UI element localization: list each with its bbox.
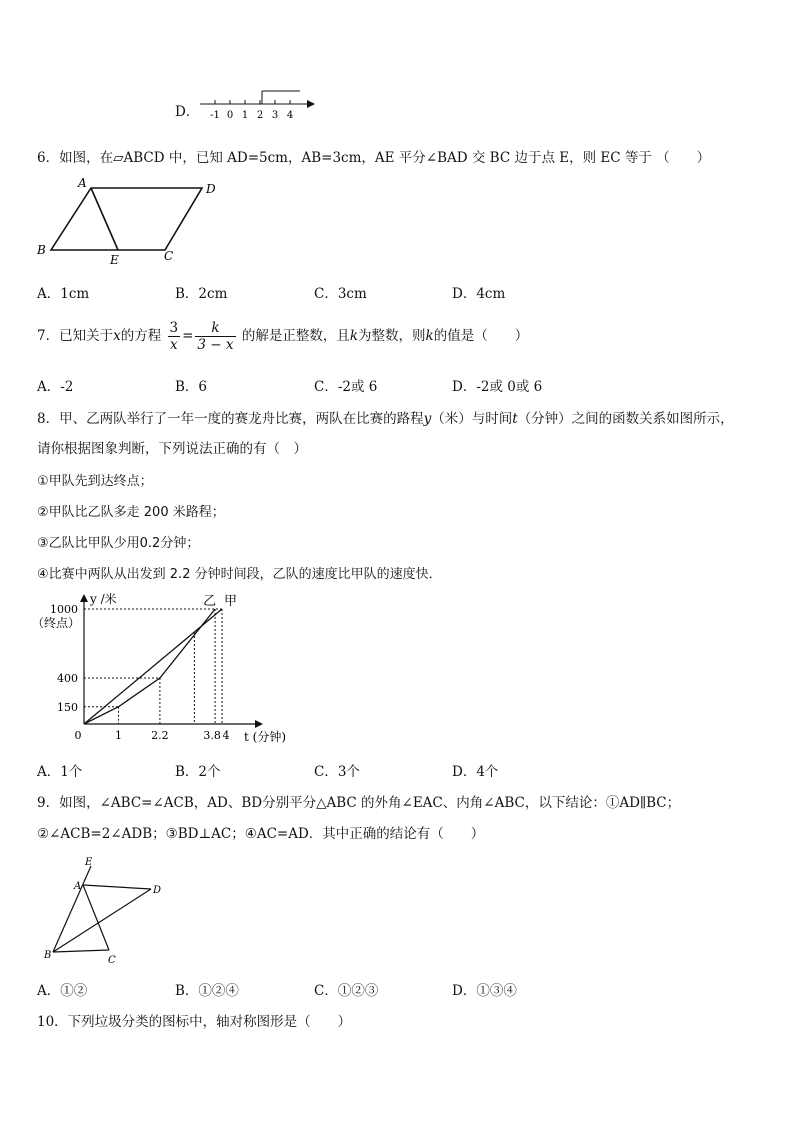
- q7-var-x: x: [113, 328, 121, 344]
- numberline-tick-label: 1: [241, 110, 249, 121]
- y-tick-label: 1000: [50, 603, 78, 616]
- numberline-tick-label: 3: [271, 110, 279, 121]
- q7-fraction-right: [195, 320, 235, 353]
- q7-mid2: 的解是正整数，且: [241, 328, 350, 344]
- q7-option-a[interactable]: A．-2: [37, 379, 74, 395]
- q9-label-E: E: [85, 857, 93, 868]
- q8-line1-c: （分钟）之间的函数关系如图所示，: [517, 411, 734, 427]
- numberline-tick-label: 2: [256, 110, 264, 121]
- q7-question-text: [37, 316, 528, 356]
- x-tick-label: 3.8: [203, 729, 221, 742]
- q10-question-text: 10．下列垃圾分类的图标中，轴对称图形是（ ）: [37, 1014, 352, 1030]
- y-tick-label: 400: [57, 672, 78, 685]
- q7-mid3: 为整数，则: [358, 328, 426, 344]
- q7-option-c[interactable]: C．-2或 6: [314, 379, 378, 395]
- numberline-tick-label: -1: [210, 110, 220, 121]
- q8-var-y: y: [423, 411, 432, 427]
- x-axis-label: t (分钟): [244, 730, 287, 744]
- q8-option-c[interactable]: C．3个: [314, 764, 360, 780]
- q8-statement-2: ②甲队比乙队多走 200 米路程；: [37, 505, 225, 520]
- q7-var-k2: k: [425, 328, 434, 344]
- q7-frac2-num: k: [195, 320, 235, 337]
- q9-question-line1: 9．如图，∠ABC=∠ACB，AD、BD分别平分△ABC 的外角∠EAC、内角∠ABC，以下结论：①AD∥BC；: [37, 795, 681, 811]
- q8-statement-3: ③乙队比甲队少用0.2分钟；: [37, 536, 200, 551]
- x-tick-label: 1: [115, 729, 122, 742]
- q7-suffix: 的值是（ ）: [433, 328, 529, 344]
- q5-option-d-label: D．: [175, 104, 200, 120]
- q6-label-A: A: [78, 176, 87, 190]
- series-label-甲: 甲: [224, 594, 238, 609]
- q8-var-t: t: [512, 411, 518, 427]
- q6-label-D: D: [206, 182, 216, 196]
- q8-line-chart: [30, 590, 300, 750]
- numberline-tick-label: 4: [286, 110, 294, 121]
- q6-option-c[interactable]: C．3cm: [314, 286, 367, 302]
- q8-option-a[interactable]: A．1个: [37, 764, 83, 780]
- x-tick-label: 4: [222, 729, 230, 742]
- q7-prefix: 7．已知关于: [37, 328, 114, 344]
- q6-parallelogram-figure: [34, 176, 234, 266]
- q8-statement-4: ④比赛中两队从出发到 2.2 分钟时间段，乙队的速度比甲队的速度快．: [37, 567, 442, 582]
- q9-question-line2: ②∠ACB=2∠ADB；③BD⊥AC；④AC=AD．其中正确的结论有（ ）: [37, 826, 485, 842]
- x-tick-label: 0: [74, 729, 82, 742]
- q6-option-b[interactable]: B．2cm: [175, 286, 228, 302]
- y-axis-note: （终点）: [32, 616, 81, 630]
- q6-label-E: E: [110, 253, 119, 266]
- q7-frac1-num: 3: [169, 320, 179, 336]
- q9-option-a[interactable]: A．①②: [37, 983, 88, 999]
- q7-frac1-den: x: [170, 337, 178, 353]
- y-tick-label: 150: [57, 700, 78, 714]
- x-axis-arrow: [255, 720, 263, 728]
- q6-option-d[interactable]: D．4cm: [452, 286, 506, 302]
- q8-question-line1: [37, 407, 734, 427]
- q8-option-b[interactable]: B．2个: [175, 764, 221, 780]
- q9-label-D: D: [153, 885, 162, 896]
- q9-option-b[interactable]: B．①②④: [175, 983, 239, 999]
- numberline-tick-label: 0: [226, 110, 234, 121]
- q6-label-B: B: [37, 243, 46, 257]
- q6-option-a[interactable]: A．1cm: [37, 286, 90, 302]
- q7-mid1: 的方程: [120, 328, 162, 344]
- y-axis-label: y /米: [90, 592, 117, 606]
- y-axis-arrow: [80, 594, 88, 602]
- series-line-乙: [84, 609, 215, 724]
- series-label-乙: 乙: [203, 594, 217, 609]
- q7-equals: =: [182, 328, 194, 344]
- q6-label-C: C: [164, 249, 174, 263]
- q9-label-A: A: [74, 881, 82, 892]
- q5-number-line: [195, 88, 325, 122]
- q7-option-d[interactable]: D．-2或 0或 6: [452, 379, 543, 395]
- q9-triangle-figure: [42, 852, 182, 967]
- q7-var-k1: k: [349, 328, 359, 344]
- q9-option-c[interactable]: C．①②③: [314, 983, 379, 999]
- q8-line1-a: 8．甲、乙两队举行了一年一度的赛龙舟比赛，两队在比赛的路程: [37, 411, 424, 427]
- q6-question-text: 6．如图，在▱ABCD 中，已知 AD=5cm，AB=3cm，AE 平分∠BAD 交 BC 边于点 E，则 EC 等于 （ ）: [37, 150, 711, 166]
- q7-frac2-den: 3 − x: [197, 337, 234, 353]
- q7-option-b[interactable]: B．6: [175, 379, 208, 395]
- q9-option-d[interactable]: D．①③④: [452, 983, 517, 999]
- q8-option-d[interactable]: D．4个: [452, 764, 499, 780]
- q8-question-line2: 请你根据图象判断，下列说法正确的有（ ）: [37, 441, 307, 457]
- q7-fraction-left: [168, 320, 181, 353]
- q8-line1-b: （米）与时间: [431, 411, 513, 427]
- q9-label-B: B: [44, 950, 52, 961]
- q9-label-C: C: [108, 955, 116, 966]
- q8-statement-1: ①甲队先到达终点；: [37, 474, 153, 489]
- x-tick-label: 2.2: [151, 729, 169, 742]
